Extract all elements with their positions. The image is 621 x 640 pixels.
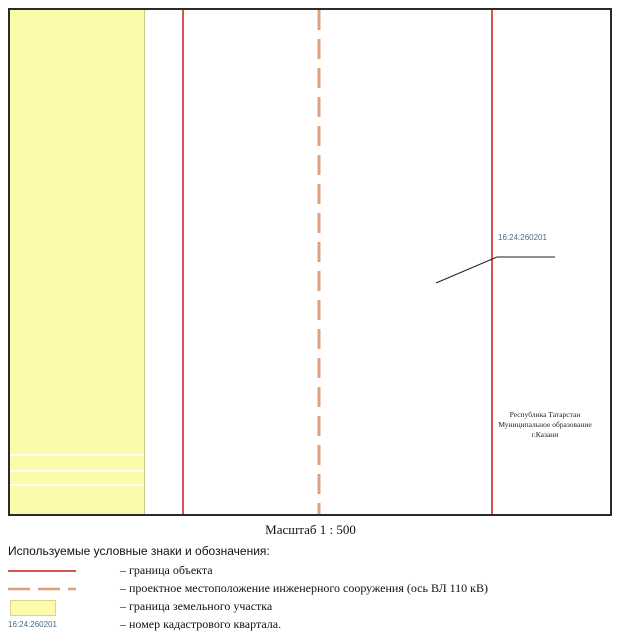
admin-line: г.Казани xyxy=(531,430,559,439)
quarter-number-sample: 16:24:260201 xyxy=(8,620,57,629)
legend-item-power-line-axis xyxy=(8,580,613,598)
yellow-swatch xyxy=(10,600,56,616)
quarter-number-symbol xyxy=(8,616,80,634)
cadastral-quarter-label: 16:24:260201 xyxy=(498,233,547,242)
admin-line: Муниципальное образование xyxy=(498,420,592,429)
map-scale: Масштаб 1 : 500 xyxy=(265,522,356,537)
legend-title: Используемые условные знаки и обозначения: xyxy=(8,544,270,558)
admin-area-label xyxy=(480,410,610,440)
legend-item-label: – граница земельного участка xyxy=(120,599,273,613)
legend-item-label: – проектное местоположение инженерного сооружения (ось ВЛ 110 кВ) xyxy=(120,581,489,595)
quarter-leader-line xyxy=(436,257,497,283)
legend-item-quarter-number xyxy=(8,616,613,634)
legend-item-label: – номер кадастрового квартала. xyxy=(120,617,282,631)
dashed-orange-line-icon xyxy=(8,580,80,598)
legend-item-object-boundary xyxy=(8,562,613,580)
legend-item-land-parcel xyxy=(8,598,613,616)
legend-item-label: – граница объекта xyxy=(120,563,213,577)
yellow-fill-icon xyxy=(8,598,80,616)
solid-red-line-icon xyxy=(8,562,80,580)
admin-line: Республика Татарстан xyxy=(509,410,581,419)
